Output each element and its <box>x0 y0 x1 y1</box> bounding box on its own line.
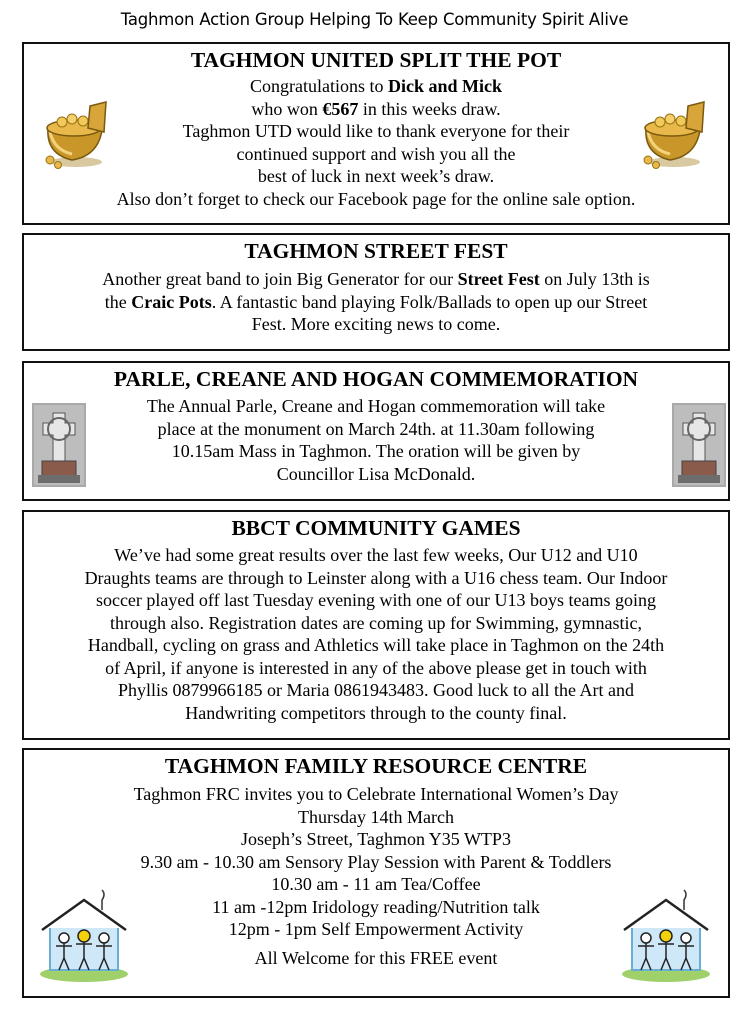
body-line: Handball, cycling on grass and Athletics will take place in Taghmon on the 24th <box>87 635 665 655</box>
body-line: Draughts teams are through to Leinster along with a U16 chess team. Our Indoor <box>84 567 668 588</box>
pot-of-gold-icon <box>638 98 712 170</box>
body-line: Taghmon UTD would like to thank everyone for their <box>182 121 570 141</box>
body-line: Handwriting competitors through to the county final. <box>185 702 567 723</box>
body-line: 11 am -12pm Iridology reading/Nutrition talk <box>212 896 540 917</box>
body-line: best of luck in next week’s draw. <box>257 166 495 186</box>
celtic-cross-monument-icon <box>32 403 86 487</box>
body-line: place at the monument on March 24th. at 11.30am following <box>157 418 595 439</box>
body-line: the Craic Pots. A fantastic band playing Folk/Ballads to open up our Street <box>104 291 648 312</box>
body-line: Taghmon FRC invites you to Celebrate International Women’s Day <box>133 784 619 804</box>
body-line: All Welcome for this FREE event <box>254 947 498 968</box>
family-resource-centre-section <box>22 748 730 998</box>
body-line: Thursday 14th March <box>298 806 454 827</box>
pot-of-gold-icon <box>40 98 114 170</box>
body-line: Fest. More exciting news to come. <box>251 314 501 334</box>
body-line: Another great band to join Big Generator for our Street Fest on July 13th is <box>102 269 650 289</box>
body-line: 12pm - 1pm Self Empowerment Activity <box>228 919 524 939</box>
commemoration-section <box>22 361 730 501</box>
body-line: Councillor Lisa McDonald. <box>276 463 476 484</box>
section-title: TAGHMON FAMILY RESOURCE CENTRE <box>164 754 588 778</box>
body-line: Also don’t forget to check our Facebook page for the online sale option. <box>116 188 636 209</box>
section-body <box>24 395 728 485</box>
section-body <box>24 544 728 724</box>
section-body <box>24 268 728 336</box>
celtic-cross-monument-icon <box>672 403 726 487</box>
section-title: BBCT COMMUNITY GAMES <box>231 516 521 540</box>
section-body <box>24 75 728 210</box>
body-line: 10.15am Mass in Taghmon. The oration will be given by <box>171 441 581 461</box>
prize-line: who won €567 in this weeks draw. <box>251 98 501 119</box>
body-line: Phyllis 0879966185 or Maria 0861943483. Good luck to all the Art and <box>118 680 634 700</box>
body-line: 10.30 am - 11 am Tea/Coffee <box>271 874 481 894</box>
community-games-section <box>22 510 730 740</box>
congratulations-line: Congratulations to Dick and Mick <box>249 76 502 96</box>
body-line: We’ve had some great results over the last few weeks, Our U12 and U10 <box>114 545 638 565</box>
section-title: TAGHMON UNITED SPLIT THE POT <box>190 48 562 72</box>
street-fest-section <box>22 233 730 351</box>
body-line: through also. Registration dates are coming up for Swimming, gymnastic, <box>110 612 642 633</box>
section-title: PARLE, CREANE AND HOGAN COMMEMORATION <box>113 367 639 391</box>
section-title: TAGHMON STREET FEST <box>244 239 508 263</box>
family-house-icon <box>616 888 716 984</box>
body-line: soccer played off last Tuesday evening with one of our U13 boys teams going <box>95 590 657 610</box>
body-line: The Annual Parle, Creane and Hogan commemoration will take <box>146 396 606 416</box>
body-line: continued support and wish you all the <box>236 143 516 164</box>
body-line: of April, if anyone is interested in any of the above please get in touch with <box>105 657 647 678</box>
split-the-pot-section <box>22 42 730 225</box>
body-line: Joseph’s Street, Taghmon Y35 WTP3 <box>241 829 511 849</box>
page-header: Taghmon Action Group Helping To Keep Community Spirit Alive <box>120 10 629 29</box>
body-line: 9.30 am - 10.30 am Sensory Play Session with Parent & Toddlers <box>140 851 612 872</box>
family-house-icon <box>34 888 134 984</box>
